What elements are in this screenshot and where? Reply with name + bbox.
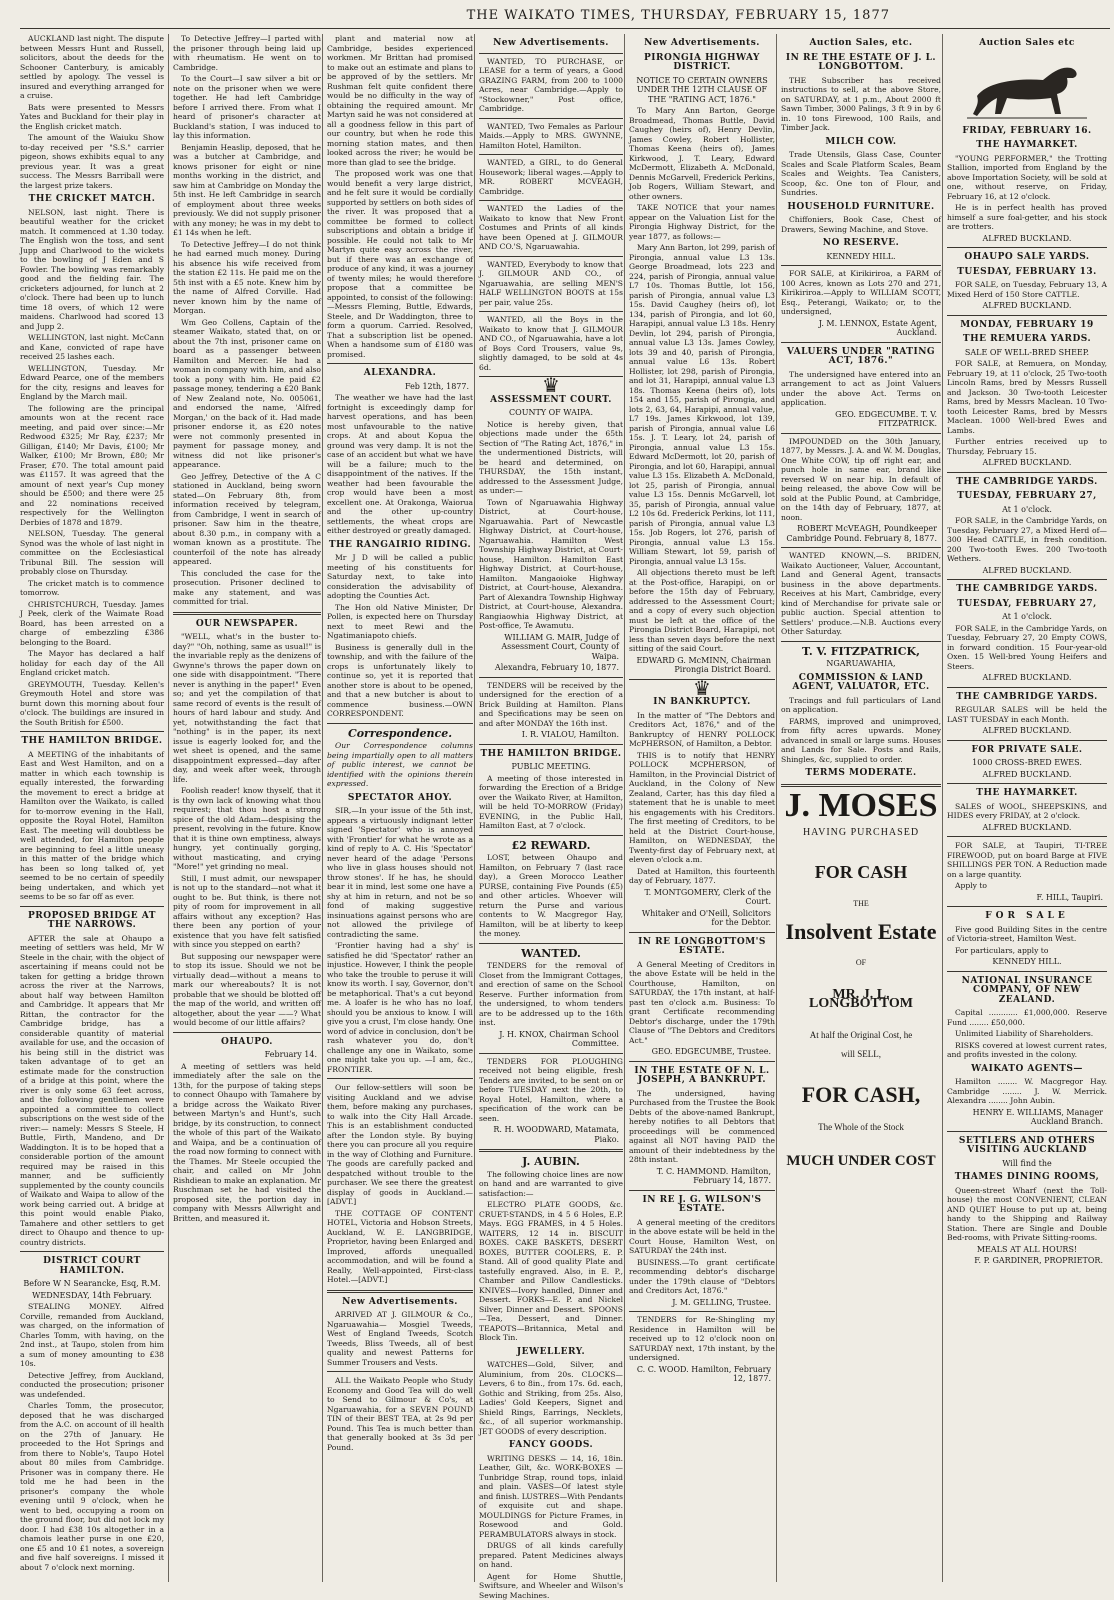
advert-text: Agent for Home Shuttle, Swiftsure, and Wheeler and Wilson's Sewing Machines. — [479, 1572, 623, 1600]
advert-text: FARMS, improved and unimproved, from fifty acres upwards. Money advanced in small or large sums. Houses and Lands for Sale. Posts and Rails, Shingles, &c, supplied to order. — [781, 717, 941, 765]
section-heading: THE HAMILTON BRIDGE. — [20, 737, 164, 747]
section-subheading: Will find the — [947, 1159, 1107, 1169]
advert-text: TAKE NOTICE that your names appear on the Valuation List for the Pirongia Highway District, for the year 1877, as follows:— — [629, 203, 775, 241]
divider — [629, 1190, 775, 1191]
section-heading: MONDAY, FEBRUARY 19 — [947, 321, 1107, 331]
advert-text: The undersigned have entered into an arrangement to act as Joint Valuers under the above Act. Terms on application. — [781, 370, 941, 408]
divider — [947, 687, 1107, 688]
column-7 — [942, 34, 1107, 1582]
advert-text: Notice is hereby given, that objections made under the 65th Section of "The Rating Act, 1876," in the undermentioned Districts, will be heard and determined, on THURSDAY, the 15th instant, addressed to the Assessment Judge, as under:— — [479, 420, 623, 496]
article-paragraph: Benjamin Heaslip, deposed, that he was a butcher at Cambridge, and knows prisoner for eight or nine months working in the district, and saw him at Cambridge on Monday the 5th inst. He left Cambridge in search of employment about three weeks previously. We did not supply prisoner with any money; he was in my debt to £1 14s when he left. — [173, 143, 321, 238]
signature: ALFRED BUCKLAND. — [951, 234, 1103, 244]
advert-text: Trade Utensils, Glass Case, Counter Scales and Scale Platform Scales, Beam Scales and Weights. Tea Canisters, Scoop, &c. One ton of Flour, and Sundries. — [781, 150, 941, 198]
section-heading: ASSESSMENT COURT. — [479, 396, 623, 406]
dateline: Alexandra, February 10, 1877. — [483, 663, 619, 673]
article-paragraph: A MEETING of the inhabitants of East and West Hamilton, and on a matter in which each township is equally interested, the forwarding the movement to erect a bridge at Hamilton over the Waikato, is called for to-morrow evening in the Hall, opposite the Royal Hotel, Hamilton East. The meeting will doubtless be well attended, for Hamilton people are beginning to feel a little uneasy in this matter of the bridge which has been so long talked of, yet seemed to be no certain of speedily being undertaken, and which yet seems to be so far off as ever. — [20, 750, 164, 902]
article-paragraph: The cricket match is to commence tomorrow. — [20, 579, 164, 598]
article-paragraph: A meeting of settlers was held immediately after the sale on the 13th, for the purpose of taking steps to connect Ohaupo with Tamahere by a bridge across the Waikato River between Martyn's and Hunt's, such bridge, by its construction, to connect the whole of this part of the Waikato and Waipa, and be a continuation of the road now forming to connect with the Thames. Mr Steele occupied the chair, and called on Mr John Rishdiean to make an explanation. Mr Ruschman set he had visited the proposed site, the portion day in company with Messrs Allwright and Britten, and measured it. — [173, 1062, 321, 1224]
advert-text: SALES of WOOL, SHEEPSKINS, and HIDES every FRIDAY, at 2 o'clock. — [947, 802, 1107, 821]
advert-text: All objections thereto must be left at the Post-office, Harapipi, on or before the 15th day of February, addressed to the Assessment Court; and a copy of every such objection must be left at the office of the Pirongia District Board, Harapipi, not less than seven days before the next sitting of the said Court. — [629, 568, 775, 654]
section-heading: OUR NEWSPAPER. — [173, 620, 321, 630]
moses-line: At half the Original Cost, he — [781, 1031, 941, 1041]
advert-text: He is in perfect health has proved himself a sure foal-getter, and his stock are trotters. — [947, 203, 1107, 232]
advert-text: FOR SALE, in the Cambridge Yards, on Tuesday, February 27, 20 Empty COWS, in forward condition. 15 Four-year-old Oxen. 15 Well-bred Young Heifers and Steers. — [947, 624, 1107, 672]
section-subheading: NOTICE TO CERTAIN OWNERS UNDER THE 12TH CLAUSE OF THE "RATING ACT, 1876." — [629, 76, 775, 105]
dateline: Feb 12th, 1877. — [331, 382, 469, 392]
article-paragraph: Foolish reader! know thyself, that it is thy own lack of knowing what thou requirest; that thou host a strong spice of the old Adam—despising the present, revolving in the future. Know that it is thine own emptiness, always hungry, yet continually gorging, without masticating, and crying "More!" yet grinding no meal. — [173, 786, 321, 872]
article-paragraph: Mr J D will be called a public meeting of his constituents for Saturday next, to take into consideration the advisability of adopting the Counties Act. — [327, 553, 473, 601]
section-heading: SETTLERS AND OTHERS VISITING AUCKLAND — [947, 1137, 1107, 1156]
section-subheading: MEALS AT ALL HOURS! — [947, 1245, 1107, 1255]
article-paragraph: NELSON, Tuesday. The general Synod was the whole of last night in committee on the Ecclesiastical Tribunal Bill. The session will probably close on Thursday. — [20, 529, 164, 577]
signature: ALFRED BUCKLAND. — [951, 566, 1103, 576]
signature: ALFRED BUCKLAND. — [951, 458, 1103, 468]
column-2 — [168, 34, 321, 1582]
article-paragraph: WELLINGTON, last night. McCann and Kane, convicted of rape have received 25 lashes each. — [20, 333, 164, 362]
divider — [479, 744, 623, 745]
section-heading: New Advertisements. — [327, 1298, 473, 1308]
article-paragraph: Charles Tomm, the prosecutor, deposed that he was discharged from the A.C. on account of ill health on the 27th of January. He proceeded to the Hot Springs and from there to Noble's, Taupo Hotel about 80 miles from Cambridge. Prisoner was in company there. He told me he had been in the prisoner's company the whole evening until 9 o'clock, when he went to bed, occupying a room on the ground floor, but did not lock my door. I had £38 10s altogether in a chamois leather purse in one £20, one £5 and 10 £1 notes, a sovereign and five half sovereigns. I missed it about 7 o'clock next morning. — [20, 1401, 164, 1572]
section-heading: New Advertisements. — [479, 39, 623, 49]
column-3 — [322, 34, 473, 1582]
column-4 — [474, 34, 623, 1582]
signature: HENRY E. WILLIAMS, Manager Auckland Branch. — [951, 1108, 1103, 1127]
divider — [327, 1371, 473, 1372]
divider — [20, 1251, 164, 1252]
moses-line: FOR CASH — [781, 868, 941, 878]
court-date: WEDNESDAY, 14th February. — [20, 1291, 164, 1301]
section-subheading: NGARUAWAHIA, — [781, 659, 941, 669]
section-heading: THE CAMBRIDGE YARDS. — [947, 693, 1107, 703]
divider — [479, 943, 623, 944]
divider — [327, 1078, 473, 1079]
advert-text: ELECTRO PLATE GOODS, &c. CRUET-STANDS, in 4 5 6 Holes, E.P. Mays. EGG FRAMES, in 4 5 Holes. WAITERS, 12 14 in. BISCUIT BOXES. CAKE BASKETS, DESERT BOXES, BUTTER COOLERS, E. P. Stand. All of good quality Plate and tastefully engraved. Also, in E. P., Chamber and Pillow Candlesticks. KNIVES—Ivory handled, Dinner and Dessert. FORKS—E. P. and Nickel Silver, Dinner and Dessert. SPOONS—Tea, Dessert, and Dinner. TEAPOTS—Britannica, Metal and Block Tin. — [479, 1200, 623, 1343]
article-paragraph: AUCKLAND last night. The dispute between Messrs Hunt and Russell, solicitors, about the deeds for the Schooner Canterbury, is amicably settled by apology. The vessel is insured and everything arranged for a cruise. — [20, 34, 164, 101]
divider — [479, 1149, 623, 1152]
advert-text: ARRIVED AT J. GILMOUR & Co., Ngaruawahia— Mosgiel Tweeds, West of England Tweeds, Scotch Tweeds, Bliss Tweeds, all of best quality and newest Patterns for Summer Trousers and Vests. — [327, 1310, 473, 1367]
section-heading: DISTRICT COURT HAMILTON. — [20, 1257, 164, 1276]
advert-text: WANTED, Two Females as Parlour Maids.—Apply to MRS. GWYNNE, Hamilton Hotel, Hamilton. — [479, 118, 623, 151]
advert-text: IMPOUNDED on the 30th January, 1877, by Messrs. J. A. and W. M. Douglas, One White COW, tip off right ear, and punch hole in same ear, brand like reversed W on near hip. In default of being released, the above Cow will be sold at the Public Pound, at Cambridge, on the 14th day of February, 1877, at noon. — [781, 433, 941, 523]
section-heading: TUESDAY, FEBRUARY 27, — [947, 600, 1107, 610]
section-heading: TERMS MODERATE. — [781, 769, 941, 779]
moses-line: MR. J. L. LONGBOTTOM — [781, 990, 941, 1009]
signature: Whitaker and O'Neill, Solicitors for the Debtor. — [633, 909, 771, 928]
moses-line: THE — [781, 899, 941, 909]
section-heading: New Advertisements. — [629, 39, 775, 49]
advert-text: FOR SALE, on Tuesday, February 13, A Mixed Herd of 150 Store CATTLE. — [947, 280, 1107, 299]
divider — [947, 247, 1107, 248]
moses-headline: J. MOSES — [781, 801, 941, 811]
column-6 — [776, 34, 941, 1582]
section-heading: FRIDAY, FEBRUARY 16. — [947, 127, 1107, 137]
section-heading: HOUSEHOLD FURNITURE. — [781, 203, 941, 213]
section-heading: THE HAYMARKET. — [947, 141, 1107, 151]
article-paragraph: To Detective Jeffrey—I do not think he had earned much money. During his absence his wife received from the station £2 11s. He paid me on the 5th inst with a £5 note. Knew him by the name of Alfred Corville. Had never known him by the name of Morgan. — [173, 240, 321, 316]
section-subheading: PUBLIC MEETING. — [479, 762, 623, 772]
advert-text: "YOUNG PERFORMER," the Trotting Stallion, imported from England by the above Importation Society, will be sold at one, without reserve, on Friday, February 16, at 12 o'clock. — [947, 154, 1107, 202]
advert-text: Five good Building Sites in the centre of Victoria-street, Hamilton West. — [947, 925, 1107, 944]
moses-line: HAVING PURCHASED — [781, 828, 941, 838]
divider — [947, 906, 1107, 907]
article-paragraph: STEALING MONEY. Alfred Corville, remanded from Auckland, was charged, on the information of Charles Tomm, with having, on the 2nd inst., at Taupo, stolen from him a sum of money amounting to £38 10s. — [20, 1302, 164, 1369]
advert-text: Tracings and full particulars of Land on application. — [781, 696, 941, 715]
signature: ALFRED BUCKLAND. — [951, 770, 1103, 780]
masthead — [20, 6, 1110, 29]
advert-text: ALL the Waikato People who Study Economy and Good Tea will do well to Send to Gilmour & Co's, at Ngaruawahia, for a SEVEN POUND TIN of their BEST TEA, at 2s 9d per Pound. This Tea is much better than that generally booked at 3s 3d per Pound. — [327, 1376, 473, 1452]
advert-text: WANTED, a GIRL, to do General Housework; liberal wages.—Apply to MR. ROBERT MCVEAGH, Cambridge. — [479, 154, 623, 196]
section-heading: COMMISSION & LAND AGENT, VALUATOR, ETC. — [781, 674, 941, 693]
royal-crest-icon: ♛ — [629, 684, 775, 694]
section-subheading: At 1 o'clock. — [947, 612, 1107, 622]
masthead-title: THE WAIKATO TIMES, THURSDAY, FEBRUARY 15, 1877 — [467, 8, 890, 23]
divider — [173, 612, 321, 615]
advert-text: FOR SALE, at Taupiri, TI-TREE FIREWOOD, put on board Barge at FIVE SHILLINGS PER TON. A Reduction made on a large quantity. — [947, 841, 1107, 879]
advert-text: To Mary Ann Barton, George Broadmead, Thomas Buttle, David Caughey (heirs of), Henry Devlin, James Cowley, Robert Hollister, Thomas Keena (heirs of), James Kirkwood, J. T. Leary, Edward McDermott, Elizabeth A. McDonald, Dennis McGarvell, Frederick Perkins, Job Rogers, William Stewart, and other owners. — [629, 106, 775, 201]
advert-text: Capital ............ £1,000,000. Reserve Fund ........ £50,000. — [947, 1008, 1107, 1027]
article-paragraph: To the Court—I saw silver a bit or note on the prisoner when we were together. He had left Cambridge before I arrived there. From what I heard of prisoner's character at Buckland's station, I was induced to lay this information. — [173, 74, 321, 141]
advert-text: FOR SALE, at Remuera, on Monday, February 19, at 11 o'clock, 25 Two-tooth Lincoln Rams, bred by Messrs Russell and Jackson. 30 Two-tooth Leicester Rams, bred by Messrs Maclean. 10 Two-tooth Leicester Rams, bred by Messrs Maclean. 1000 Well-bred Ewes and Lambs. — [947, 359, 1107, 435]
signature: T. MONTGOMERY, Clerk of the Court. — [633, 888, 771, 907]
section-heading: TUESDAY, FEBRUARY 27, — [947, 492, 1107, 502]
section-heading: IN RE LONGBOTTOM'S ESTATE. — [629, 938, 775, 957]
article-paragraph: Our fellow-settlers will soon be visiting Auckland and we advise them, before making any purchases, to walk into the City Hall Arcade. This is an establishment conducted after the London style. By buying there you can procure all you require in the way of Clothing and Furniture. The goods are carefully packed and despatched without trouble to the purchaser. We see there the greatest display of goods in Auckland.—[ADVT.] — [327, 1083, 473, 1207]
advert-text: TENDERS for the removal of Closet from the Immigrant Cottages, and erection of same on the School Reserve. Further information from the undersigned, to whom tenders are to be addressed up to the 16th inst. — [479, 961, 623, 1028]
signature: F. HILL, Taupiri. — [951, 893, 1103, 903]
section-heading: Auction Sales, etc. — [781, 39, 941, 49]
section-heading: THE HAYMARKET. — [947, 789, 1107, 799]
advert-text: Hamilton ........ W. Macgregor Hay. Cambridge ........ J. W. Merrick. Alexandra ........ John Aubin. — [947, 1077, 1107, 1106]
signature: GEO. EDGECUMBE. T. V. FITZPATRICK. — [785, 410, 937, 429]
article-paragraph: WELLINGTON, Tuesday. Mr Edward Pearce, one of the members for the city, resigns and leaves for England by the March mail. — [20, 364, 164, 402]
article-paragraph: The following are the principal amounts won at the recent race meeting, and paid over since:—Mr Redwood £325; Mr Ray, £237; Mr Gilligan, £140; Mr Davis, £100; Mr Walker, £100; Mr Brown, £80; Mr Fraser, £70. The total amount paid was £1157. It was agreed that the amount of next year's Cup money should be £500; and there were 25 and 22 nominations received respectively for the Wellington Derbies of 1878 and 1879. — [20, 404, 164, 528]
article-paragraph: To Detective Jeffrey—I parted with the prisoner through being laid up with rheumatism. He went on to Cambridge. — [173, 34, 321, 72]
signature: KENNEDY HILL. — [785, 252, 937, 262]
section-heading: THE CRICKET MATCH. — [20, 195, 164, 205]
divider — [327, 1290, 473, 1293]
moses-line: OF — [781, 958, 941, 968]
section-heading: THE CAMBRIDGE YARDS. — [947, 478, 1107, 488]
divider — [947, 783, 1107, 784]
advert-text: THIS is to notify that HENRY POLLOCK MCPHERSON, of Hamilton, in the Provincial District of Auckland, in the Colony of New Zealand, Carter, has this day filed a statement that he is unable to meet his engagements with his Creditors. The first meeting of Creditors, to be held at the District Court-house, Hamilton, on WEDNESDAY, the Twenty-first day of February next, at eleven o'clock a.m. — [629, 751, 775, 865]
advert-text: Unlimited Liability of Shareholders. — [947, 1029, 1107, 1039]
advert-text: The following choice lines are now on hand and are warranted to give satisfaction:— — [479, 1170, 623, 1199]
divider — [479, 835, 623, 836]
signature: J. H. KNOX, Chairman School Committee. — [483, 1030, 619, 1049]
section-heading: TUESDAY, FEBRUARY 13. — [947, 268, 1107, 278]
divider — [947, 971, 1107, 972]
section-subheading: 1000 CROSS-BRED EWES. — [947, 758, 1107, 768]
article-paragraph: 'Frontier having had a shy' is satisfied he did 'Spectator' rather an injustice. However, I think the people who take the trouble to peruse it will know its worth. I say, Governor, don't be metaphorical. That's a cut beyond me. A loafer is he who has no loaf, should you be anxious to know. I will give you a crust, I'm close handy. One word of advice in conclusion, don't be rash whatever you do, don't challenge any one in Waikato, some one might take you up. —I am, &c., FRONTIER. — [327, 941, 473, 1074]
advert-text: Chiffoniers, Book Case, Chest of Drawers, Sewing Machine, and Stove. — [781, 215, 941, 234]
section-heading: THE CAMBRIDGE YARDS. — [947, 585, 1107, 595]
signature: F. P. GARDINER, PROPRIETOR. — [951, 1256, 1103, 1266]
section-subheading: SALE OF WELL-BRED SHEEP. — [947, 348, 1107, 358]
section-heading: SPECTATOR AHOY. — [327, 794, 473, 804]
column-1 — [20, 34, 164, 1582]
section-heading: T. V. FITZPATRICK, — [781, 647, 941, 657]
advert-text: REGULAR SALES will be held the LAST TUESDAY in each Month. — [947, 705, 1107, 724]
signature: T. C. HAMMOND. Hamilton, February 14, 1877. — [633, 1167, 771, 1186]
section-heading: £2 REWARD. — [479, 841, 623, 851]
section-heading: ALEXANDRA. — [327, 369, 473, 379]
signature: GEO. EDGECUMBE, Trustee. — [633, 1047, 771, 1057]
signature: ALFRED BUCKLAND. — [951, 301, 1103, 311]
moses-line: Insolvent Estate — [781, 927, 941, 937]
section-heading: JEWELLERY. — [479, 1348, 623, 1358]
dateline: February 14. — [177, 1050, 317, 1060]
divider — [629, 932, 775, 933]
section-heading: THE REMUERA YARDS. — [947, 335, 1107, 345]
horse-icon — [957, 52, 1097, 122]
section-heading: THE RANGAIRIO RIDING. — [327, 541, 473, 551]
section-heading: IN RE J. G. WILSON'S ESTATE. — [629, 1196, 775, 1215]
moses-line: will SELL, — [781, 1050, 941, 1060]
section-subheading: At 1 o'clock. — [947, 505, 1107, 515]
court-subheading: Before W N Searancke, Esq, R.M. — [20, 1279, 164, 1289]
divider — [781, 641, 941, 642]
editorial-note: Our Correspondence columns being impartially open to all matters of public interest, we cannot be identified with the opinions therein expressed. — [327, 741, 473, 789]
section-heading: PROPOSED BRIDGE AT THE NARROWS. — [20, 912, 164, 931]
signature: I. R. VIALOU, Hamilton. — [483, 730, 619, 740]
article-paragraph: Wm Geo Collens, Captain of the steamer Waikato, stated that, on or about the 7th inst, prisoner came on board as a passenger between Hamilton and Mercer. He had a woman in company with him, and also took a pony with him. He paid £2 passage money, tendering a £20 Bank of New Zealand note, No. 005061, and endorsed the name, 'Alfred Morgan,' on the back of it. Had made prisoner endorse it, as £20 notes were not commonly presented in payment for passage money, and witness did not like prisoner's appearance. — [173, 318, 321, 470]
advert-text: WANTED, TO PURCHASE, or LEASE for a term of years, a Good GRAZING FARM, from 200 to 1000 Acres, near Cambridge.—Apply to "Stockowner," Post office, Cambridge. — [479, 53, 623, 114]
divider — [947, 579, 1107, 580]
advert-text: FOR SALE, at Kirikiriroa, a FARM of 100 Acres, known as Lots 270 and 271, Kirikiriroa.—Apply to WILLIAM SCOTT, Esq., Peterangi, Waikato; or, to the undersigned, — [781, 265, 941, 317]
advert-text: TENDERS FOR PLOUGHING received not being eligible, fresh Tenders are invited, to be sent on or before TUESDAY next the 20th, to Royal Hotel, Hamilton, where a specification of the work can be seen. — [479, 1053, 623, 1124]
advert-text: THE Subscriber has received instructions to sell, at the above Store, on SATURDAY, at 1 p.m., About 2000 ft Sawn Timber, 3000 Palings, 3 ft 9 in by 6 in. 10 tons Firewood, 100 Rails, and Timber Jack. — [781, 76, 941, 133]
moses-line: MUCH UNDER COST — [781, 1157, 941, 1167]
article-paragraph: This concluded the case for the prosecution. Prisoner declined to make any statement, and was committed for trial. — [173, 569, 321, 607]
advert-text: A General Meeting of Creditors in the above Estate will be held in the Courthouse, Hamilton, on SATURDAY, the 17th instant, at half-past ten o'clock a.m. Business: To grant Certificate recommending Debtor's discharge, under the 179th Clause of "The Debtors and Creditors Act." — [629, 960, 775, 1046]
divider — [947, 472, 1107, 473]
advert-text: WANTED, all the Boys in the Waikato to know that J. GILMOUR AND CO., of Ngaruawahia, have a lot of Boys Cord Trousers, value 9s, slightly damaged, to be sold at 4s 6d. — [479, 311, 623, 372]
advert-text: WANTED the Ladies of the Waikato to know that New Front Costumes and Prints of all kinds have been Opened at J. GILMOUR AND CO.'S, Ngaruawahia. — [479, 200, 623, 252]
advert-text: WRITING DESKS — 14, 16, 18in. Leather, Gilt, &c. WORK-BOXES — Tunbridge Strap, round tops, inlaid and plain. VASES—Of latest style and finish. LUSTRES—With Pendants of exquisite cut and shape. MOULDINGS for Picture Frames, in Rosewood and Gold. PERAMBULATORS always in stock. — [479, 1454, 623, 1540]
signature: ALFRED BUCKLAND. — [951, 823, 1103, 833]
section-heading: Correspondence. — [327, 729, 473, 739]
section-heading: VALUERS UNDER "RATING ACT, 1876." — [781, 348, 941, 367]
section-heading: OHAUPO. — [173, 1038, 321, 1048]
article-paragraph: Geo Jeffrey, Detective of the A C stationed in Auckland, being sworn stated—On February 8th, from information received by telegram, from Cambridge, I went in search of prisoner. Saw him in the theatre, about 8.30 p.m., in company with a woman known as a prostitute. The counterfoil of the note has already appeared. — [173, 472, 321, 567]
section-heading: FANCY GOODS. — [479, 1441, 623, 1451]
article-paragraph: plant and material now at Cambridge, besides experienced workmen. Mr Brittan had promised to make out an estimate and plans to be approved of by the settlers. Mr Rushman felt quite confident there would be no difficulty in the way of obtaining the required amount. Mr Martyn said he was not considered at all a goodness fellow in this part of our country, but when he rode this morning station mates, and then looked across the river; he would be more than glad to see the bridge. — [327, 34, 473, 167]
signature: WILLIAM G. MAIR, Judge of Assessment Court, County of Waipa. — [483, 633, 619, 662]
advert-text: Dated at Hamilton, this fourteenth day of February, 1877. — [629, 867, 775, 886]
section-heading: WANTED. — [479, 949, 623, 959]
divider — [629, 1061, 775, 1062]
section-subheading: COUNTY OF WAIPA. — [479, 408, 623, 418]
section-heading: IN THE ESTATE OF N. L. JOSEPH, A BANKRUPT. — [629, 1067, 775, 1086]
advert-text: Town of Ngaruawahia Highway District, at Court-house, Ngaruawahia. Part of Newcastle Highway District, at Court-house, Ngaruawahia. Hamilton West Township Highway District, at Court-house, Hamilton. Hamilton East Highway District, at Court-house, Hamilton. Mangaoioke Highway District, at Court-house, Alexandra. Part of Alexandra Township Highway District, at Court-house, Alexandra. Rangiaowhia Highway District, at Post-office, Te Awamutu. — [479, 498, 623, 631]
article-paragraph: GREYMOUTH, Tuesday. Kellen's Greymouth Hotel and store was burnt down this morning about four o'clock. The buildings are insured in the South British for £500. — [20, 680, 164, 728]
divider — [781, 342, 941, 343]
article-paragraph: Still, I must admit, our newspaper is not up to the standard—not what it ought to be. But think, is there not pity of room for improvement in all affairs without any exception? Has there been any portion of your existence that you have felt satisfied with since you stepped on earth? — [173, 874, 321, 950]
signature: ALFRED BUCKLAND. — [951, 726, 1103, 736]
advert-text: LOST, between Ohaupo and Hamilton, on February 7 (last race day), a Green Morocco Leather PURSE, containing Five Pounds (£5) and other articles. Whoever will return the Purse and various contents to W. Macgregor Hay, Hamilton, will be at liberty to keep the money. — [479, 853, 623, 939]
section-heading: IN RE THE ESTATE OF J. L. LONGBOTTOM. — [781, 54, 941, 73]
section-heading: NO RESERVE. — [781, 239, 941, 249]
section-heading: OHAUPO SALE YARDS. — [947, 253, 1107, 263]
divider — [20, 731, 164, 732]
advert-text: WATCHES—Gold, Silver, and Aluminium, from 20s. CLOCKS—Levers, 6 to 8in., from 17s. 6d. each, Gothic and Striking, from 25s. Also, Ladies' Gold Keepers, Signet and Shield Rings, Earrings, Necklets, &c., of all superior workmanship. JET GOODS of every description. — [479, 1360, 623, 1436]
advert-text: Apply to — [947, 881, 1107, 891]
royal-crest-icon: ♛ — [479, 381, 623, 391]
section-heading: WAIKATO AGENTS— — [947, 1065, 1107, 1075]
section-heading: MILCH COW. — [781, 138, 941, 148]
advert-text: A meeting of those interested in forwarding the Erection of a Bridge over the Waikato River, at Hamilton, will be held TO-MORROW (Friday) EVENING, in the Public Hall, Hamilton East, at 7 o'clock. — [479, 774, 623, 831]
article-paragraph: The proposed work was one that would benefit a very large district, and he felt sure it would be cordially supported by settlers on both sides of the river. It was proposed that a committee be formed to collect subscriptions and obtain a bridge if possible. He could not talk to Mr Martyn quite easy across the river, but if there was an exchange of produce of any kind, it was a journey of twenty miles; he would therefore propose that a committee be appointed, to consist of the following:—Messrs Fleming, Buttle, Edwards, Steele, and Dr Waddington, three to form a quorum. Carried. Resolved, That a subscription list be opened. When a handsome sum of £180 was promised. — [327, 169, 473, 359]
divider — [947, 1131, 1107, 1132]
article-paragraph: Bats were presented to Messrs Yates and Buckland for their play in the English cricket match. — [20, 103, 164, 132]
advert-text: Queen-street Wharf (next the Toll-house) the most CONVENIENT, CLEAN AND QUIET House to put up at, being handy to the Shipping and Railway Station. There are Single and Double Bed-rooms, with Private Sitting-rooms. — [947, 1186, 1107, 1243]
advert-text: RISKS covered at lowest current rates, and profits invested in the colony. — [947, 1041, 1107, 1060]
advert-text: For particulars, apply to — [947, 946, 1107, 956]
article-paragraph: Detective Jeffrey, from Auckland, conducted the prosecution; prisoner was undefended. — [20, 1371, 164, 1400]
article-paragraph: The Mayor has declared a half holiday for each day of the All England cricket match. — [20, 649, 164, 678]
advert-text: BUSINESS.—To grant certificate recommending debtor's discharge under the 179th clause of "Debtors and Creditors Act, 1876." — [629, 1258, 775, 1296]
section-heading: THE HAMILTON BRIDGE. — [479, 750, 623, 760]
article-paragraph: The Hon old Native Minister, Dr Pollen, is expected here on Thursday next to meet Rewi and the Ngatimaniapoto chiefs. — [327, 603, 473, 641]
signature: ROBERT McVEAGH, Poundkeeper Cambridge Pound. February 8, 1877. — [785, 524, 937, 543]
advert-text: The undersigned, having Purchased from the Trustee the Book Debts of the above-named Bankrupt, hereby notifies to all Debtors that proceedings will be commenced against all NOT having PAID the amount of their indebtedness by the 28th instant. — [629, 1089, 775, 1165]
advert-text: A general meeting of the creditors in the above estate will be held in the Court House, Hamilton West, on SATURDAY the 24th inst. — [629, 1218, 775, 1256]
article-paragraph: The weather we have had the last fortnight is exceedingly damp for harvest operations, and has been most unfavourable to the native crops. At and about Kopua the ground was very damp. It is not the case of an accident but what we have will be a failure; much to the disappointment of the natives. If the weather had been favourable the crop would have been a most excellent one. At Orakonga, Waiorua and the other up-country settlements, the wheat crops are either destroyed or greatly damaged. — [327, 393, 473, 536]
article-paragraph: CHRISTCHURCH, Tuesday. James J Peek, clerk of the Waimate Road Board, has been arrested on a charge of embezzling £386 belonging to the Board. — [20, 600, 164, 648]
section-heading: Auction Sales etc — [947, 39, 1107, 49]
divider — [947, 836, 1107, 837]
advert-text: DRUGS of all kinds carefully prepared. Patent Medicines always on hand. — [479, 1541, 623, 1570]
section-heading: J. AUBIN. — [479, 1157, 623, 1167]
article-paragraph: The amount of the Waiuku Show to-day received per "S.S." carrier pigeon, shows exhibits equal to any previous year. It was a great success. The Messrs Barriball were the largest prize takers. — [20, 133, 164, 190]
article-paragraph: But supposing our newspaper were to stop its issue. Should we not be virtually dead—without a means to mark our whereabouts? It is not probable that we should be blotted off the map of the world, and written off altogether, about the year ——? What would become of our little affairs? — [173, 952, 321, 1028]
section-heading: IN BANKRUPTCY. — [629, 698, 775, 708]
moses-line: The Whole of the Stock — [781, 1123, 941, 1133]
divider — [20, 906, 164, 907]
signature: J. M. GELLING, Trustee. — [633, 1298, 771, 1308]
section-heading: FOR PRIVATE SALE. — [947, 746, 1107, 756]
divider — [173, 1032, 321, 1033]
signature: R. H. WOODWARD, Matamata, Piako. — [483, 1125, 619, 1144]
article-paragraph: SIR,—In your issue of the 5th inst, appears a virtuously indignant letter signed 'Spectator' who is annoyed with 'Frontier' for what he wrote as a kind of reply to A. C. His 'Spectator' never heard of the adage 'Persons who live in glass houses should not throw stones'. If he has, he should bear it in mind, lest some one have a shy at him in return, and not be so fond of making suggestive insinuations against persons who are not allowed the privilege of contradicting the same. — [327, 806, 473, 939]
section-heading: PIRONGIA HIGHWAY DISTRICT. — [629, 54, 775, 73]
advert-text: Further entries received up to Thursday, February 15. — [947, 437, 1107, 456]
article-paragraph: Business is generally dull in the township, and with the failure of the crops is unfortunately likely to continue so, yet it is reported that another store is about to be opened, and that a new butcher is about to commence business.—OWN CORRESPONDENT. — [327, 643, 473, 719]
signature: ALFRED BUCKLAND. — [951, 673, 1103, 683]
article-paragraph: AFTER the sale at Ohaupo a meeting of settlers was held, Mr W Steele in the chair, with the object of ascertaining if means could not be taken for getting a bridge thrown across the river at the Narrows, about half way between Hamilton and Cambridge. It appears that Mr Rittan, the contractor for the Cambridge bridge, has a considerable quantity of material available for use, and the occasion of his being still in the district was taken advantage of to get an estimate made for the construction of a bridge at this point, where the river is only some 63 feet across, and the following gentlemen were appointed a committee to collect subscriptions on the west side of the river:— namely: Messrs S Steele, H Buttle, Firth, Mandeno, and Dr Waddington. It is to be hoped that a considerable portion of the amount required may be raised in this manner, and be sufficiently supplemented by the county councils of Waikato and Waipa to allow of the work being carried out. A bridge at this point would enable Piako, Tamahere and other settlers to get direct to Ohaupo and thence to up-country districts. — [20, 934, 164, 1248]
advert-text: WANTED, Everybody to know that J. GILMOUR AND CO., of Ngaruawahia, are selling MEN'S HALF WELLINGTON BOOTS at 15s per pair, value 25s. — [479, 256, 623, 308]
advert-text: WANTED KNOWN,—S. BRIDEN, Waikato Auctioneer, Valuer, Accountant, Land and General Agent, transacts business in the above departments. Receives at his Mart, Cambridge, every kind of Merchandise for private sale or public auction. Special attention to Settlers' produce.—N.B. Auctions every Other Saturday. — [781, 547, 941, 637]
signature: J. M. LENNOX, Estate Agent, Auckland. — [785, 319, 937, 338]
divider — [327, 723, 473, 724]
article-paragraph: THE COTTAGE OF CONTENT HOTEL, Victoria and Hobson Streets, Auckland, W. E. LANGBRIDGE, Proprietor, having been Enlarged and Improved, affords unequalled accommodation, and will be found a Really, Well-appointed, First-class Hotel.—[ADVT.] — [327, 1209, 473, 1285]
signature: EDWARD G. McMINN, Chairman Pirongia District Board. — [633, 656, 771, 675]
divider — [947, 740, 1107, 741]
advert-text: TENDERS for Re-Shingling my Residence in Hamilton will be received up to 12 o'clock noon on SATURDAY next, 17th instant, by the undersigned. — [629, 1311, 775, 1363]
section-heading: THAMES DINING ROOMS, — [947, 1173, 1107, 1183]
signature: KENNEDY HILL. — [951, 957, 1103, 967]
column-5 — [624, 34, 775, 1582]
divider — [947, 315, 1107, 316]
advert-text: In the matter of "The Debtors and Creditors Act, 1876," and of the Bankruptcy of HENRY POLLOCK McPHERSON, of Hamilton, a Debtor. — [629, 711, 775, 749]
section-heading: NATIONAL INSURANCE COMPANY, OF NEW ZEALAND. — [947, 977, 1107, 1006]
article-paragraph: "WELL, what's in the buster to-day?" "Oh, nothing, same as usual!" is the invariable reply as the denizens of Gwynne's throws the paper down on one side with disappointment. "There never is anything in the paper!" Even so; and yet the compilation of that same record of events is the result of hours of hard labour and study. And yet, notwithstanding the fact that "nothing" is in the paper, its next issue is eagerly looked for, and the wet sheet is opened, and the same disappointment expressed—day after day, and week after week, through life. — [173, 632, 321, 784]
advert-text: FOR SALE, in the Cambridge Yards, on Tuesday, February 27, a Mixed Herd of— 300 Head CATTLE, in fresh condition. 200 Two-tooth Ewes. 200 Two-tooth Wethers. — [947, 516, 1107, 564]
advert-text: TENDERS will be received by the undersigned for the erection of a Brick Building at Hamilton. Plans and Specifications may be seen on and after MONDAY the 16th inst. — [479, 677, 623, 729]
divider — [327, 363, 473, 364]
section-heading: FOR SALE — [947, 912, 1107, 922]
article-paragraph: NELSON, last night. There is beautiful weather for the cricket match. It commenced at 1.30 today. The English won the toss, and sent Jupp and Charlwood to the wickets to the bowling of J Eden and S Fowler. The bowling was remarkably good and the fielding fair. The cricketers adjourned, for lunch at 2 o'clock. There had been up to lunch time 18 overs, of which 12 were maidens. Charlwood had scored 13 and Jupp 2. — [20, 208, 164, 332]
advert-text: Mary Ann Barton, lot 299, parish of Pirongia, annual value L3 13s. George Broadmead, lots 223 and 224, parish of Pirongia, annual value L7 10s. Thomas Buttle, lot 156, parish of Pirongia, annual value L3 15s. David Caughey (heirs of), lot 134, parish of Pirongia, and lot 60, Harapipi, annual value L3 18s. Henry Devlin, lot 294, parish of Pirongia, annual value L3 13s. James Cowley, lots 39 and 40, parish of Pirongia, annual value L6 13s. Robert Hollister, lot 298, parish of Pirongia, and lot 31, Harapipi, annual value L3 18s. Thomas Keena (heirs of), lots 154 and 155, parish of Pirongia, and lots 2, 63, 64, Harapipi, annual value, L7 19s. James Kirkwood, lot 139, parish of Pirongia, annual value L6 15s. J. T. Leary, lot 24, parish of Pirongia, annual value L3 15s. Edward McDermott, lot 20, parish of Pirongia, and lot 60, Harapipi, annual value L3 15s. Elizabeth A. McDonald, lot 25, parish of Pirongia, annual value L3 15s. Dennis McGarvell, lot 35, parish of Pirongia, annual value L2 10s 6d. Frederick Perkins, lot 111, parish of Pirongia, annual value L3 15s. Job Rogers, lot 276, parish of Pirongia, annual value L3 15s. William Stewart, lot 59, parish of Pirongia, annual value L3 15s. — [629, 243, 775, 566]
moses-line: FOR CASH, — [781, 1090, 941, 1100]
signature: C. C. WOOD. Hamilton, February 12, 1877. — [633, 1365, 771, 1384]
